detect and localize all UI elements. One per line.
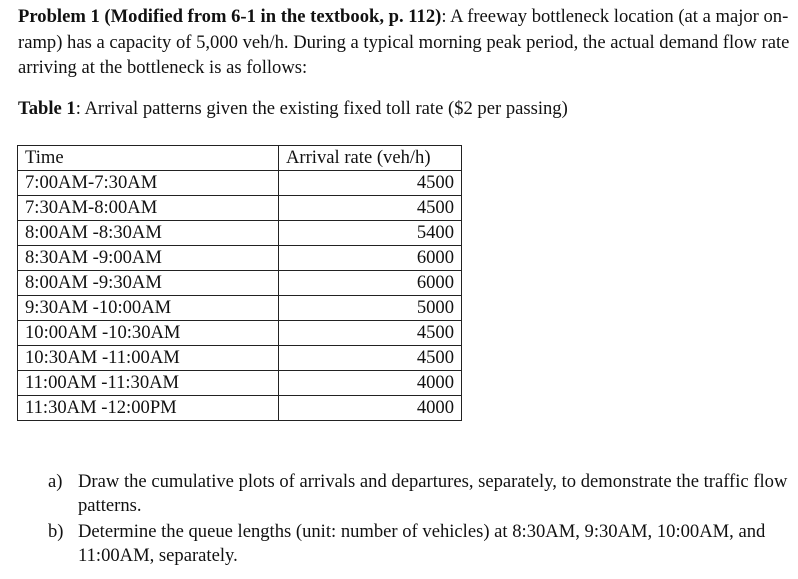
rate-cell: 4500 — [279, 171, 462, 196]
table-caption-label: Table 1 — [18, 98, 76, 119]
problem-text: A freeway bottleneck location (at a major on-ramp) has a capacity of 5,000 veh/h. During a typical morning peak period, the actual demand flow rate arriving at the bottleneck is as follows: — [18, 6, 790, 78]
table-row — [18, 196, 462, 221]
table-caption — [18, 96, 568, 121]
rate-cell: 4000 — [279, 371, 462, 396]
time-cell: 10:00AM -10:30AM — [18, 321, 279, 346]
question-item-a — [48, 470, 790, 517]
rate-cell: 4000 — [279, 396, 462, 421]
time-cell: 7:30AM-8:00AM — [18, 196, 279, 221]
rate-cell: 5400 — [279, 221, 462, 246]
table-row — [18, 296, 462, 321]
time-cell: 11:30AM -12:00PM — [18, 396, 279, 421]
question-text: Draw the cumulative plots of arrivals and departures, separately, to demonstrate the traffic flow patterns. — [78, 471, 788, 516]
table-row — [18, 396, 462, 421]
time-cell: 11:00AM -11:30AM — [18, 371, 279, 396]
arrival-table — [17, 145, 462, 421]
time-cell: 8:30AM -9:00AM — [18, 246, 279, 271]
header-arrival-rate: Arrival rate (veh/h) — [279, 146, 462, 171]
problem-statement — [18, 4, 790, 81]
table-row — [18, 371, 462, 396]
table-header-row — [18, 146, 462, 171]
question-list — [48, 470, 790, 570]
time-cell: 8:00AM -9:30AM — [18, 271, 279, 296]
question-marker: b) — [48, 521, 64, 542]
rate-cell: 4500 — [279, 346, 462, 371]
table-row — [18, 221, 462, 246]
problem-colon: : — [441, 6, 451, 27]
question-item-b — [48, 520, 790, 567]
question-marker: a) — [48, 471, 63, 492]
question-text: Determine the queue lengths (unit: number of vehicles) at 8:30AM, 9:30AM, 10:00AM, and 11:00AM, separately. — [78, 521, 766, 566]
time-cell: 8:00AM -8:30AM — [18, 221, 279, 246]
problem-heading: Problem 1 (Modified from 6-1 in the textbook, p. 112) — [18, 6, 442, 27]
time-cell: 9:30AM -10:00AM — [18, 296, 279, 321]
time-cell: 7:00AM-7:30AM — [18, 171, 279, 196]
time-cell: 10:30AM -11:00AM — [18, 346, 279, 371]
header-time: Time — [18, 146, 279, 171]
rate-cell: 4500 — [279, 321, 462, 346]
table-row — [18, 321, 462, 346]
rate-cell: 6000 — [279, 271, 462, 296]
table-row — [18, 346, 462, 371]
table-row — [18, 246, 462, 271]
table-row — [18, 271, 462, 296]
table-row — [18, 171, 462, 196]
rate-cell: 5000 — [279, 296, 462, 321]
rate-cell: 6000 — [279, 246, 462, 271]
table-caption-text: : Arrival patterns given the existing fixed toll rate ($2 per passing) — [75, 98, 568, 119]
rate-cell: 4500 — [279, 196, 462, 221]
